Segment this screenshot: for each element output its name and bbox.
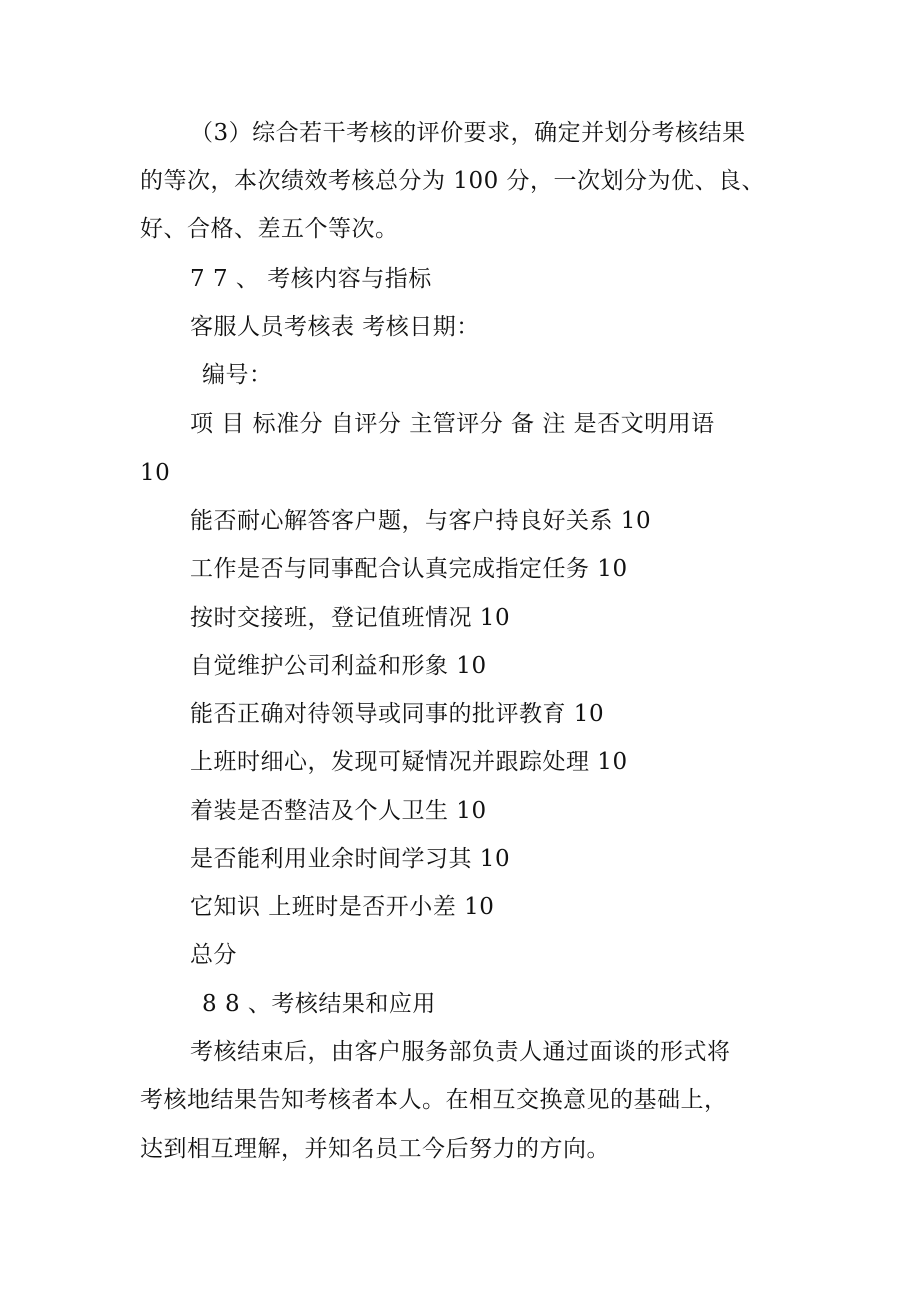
table-row: 能否耐心解答客户题，与客户持良好关系 10 <box>190 508 652 534</box>
table-number-label: 编号： <box>202 362 273 388</box>
paragraph-line-4: 考核结束后，由客户服务部负责人通过面谈的形式将 <box>190 1039 731 1065</box>
paragraph-line-3: 好、合格、差五个等次。 <box>140 216 399 242</box>
table-row: 按时交接班，登记值班情况 10 <box>190 605 511 631</box>
table-total-label: 总分 <box>190 942 237 968</box>
table-row: 着装是否整洁及个人卫生 10 <box>190 798 487 824</box>
paragraph-line-1: （3）综合若干考核的评价要求，确定并划分考核结果 <box>190 120 746 146</box>
paragraph-line-5: 考核地结果告知考核者本人。在相互交换意见的基础上， <box>140 1087 728 1113</box>
table-row: 自觉维护公司利益和形象 10 <box>190 653 487 679</box>
paragraph-line-6: 达到相互理解，并知名员工今后努力的方向。 <box>140 1136 610 1162</box>
paragraph-line-2: 的等次，本次绩效考核总分为 100 分，一次划分为优、良、 <box>140 168 766 194</box>
table-row: 上班时细心，发现可疑情况并跟踪处理 10 <box>190 749 628 775</box>
table-header-score: 10 <box>140 460 171 486</box>
table-row: 工作是否与同事配合认真完成指定任务 10 <box>190 556 628 582</box>
section-heading-content: 7 7 、 考核内容与指标 <box>190 266 432 292</box>
table-header-row: 项 目 标准分 自评分 主管评分 备 注 是否文明用语 <box>190 411 715 437</box>
table-row: 是否能利用业余时间学习其 10 <box>190 846 511 872</box>
table-row: 它知识 上班时是否开小差 10 <box>190 894 495 920</box>
section-heading-results: 8 8 、考核结果和应用 <box>202 991 436 1017</box>
table-title: 客服人员考核表 考核日期： <box>190 314 480 340</box>
table-row: 能否正确对待领导或同事的批评教育 10 <box>190 701 605 727</box>
